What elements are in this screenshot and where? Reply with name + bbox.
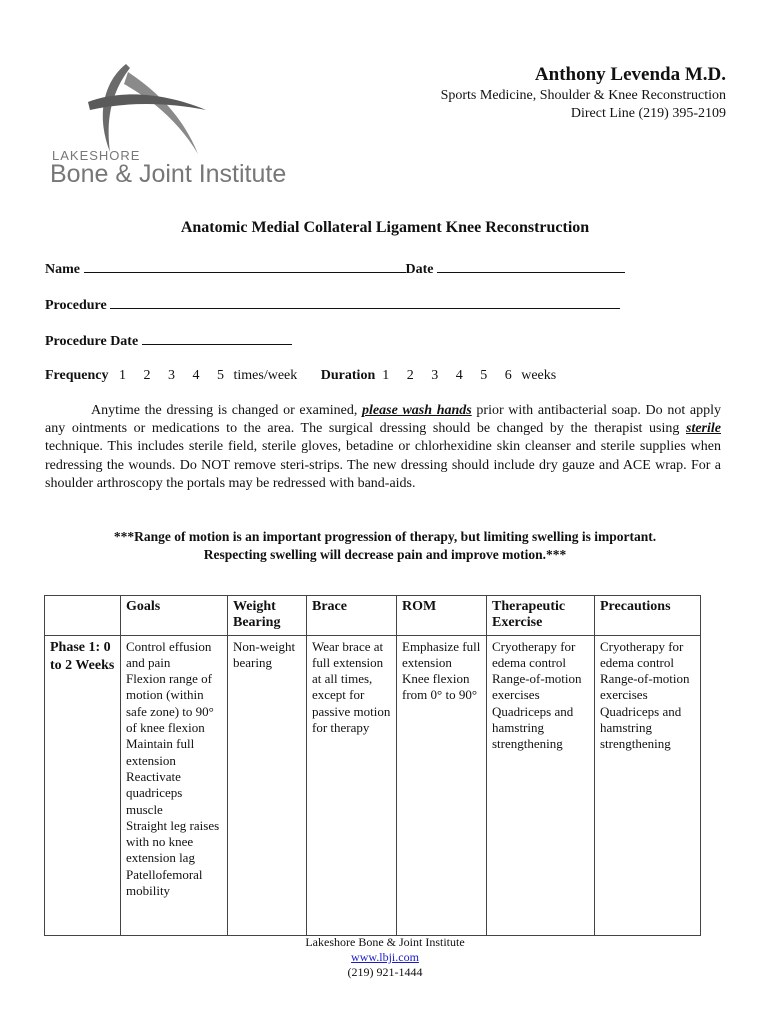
footer-website-link[interactable]: www.lbji.com [351,950,419,964]
table-header-precautions: Precautions [595,596,701,636]
logo-large-text: Bone & Joint Institute [50,160,287,188]
dressing-instructions [45,402,721,493]
instructions-text-1: Anytime the dressing is changed or examined, [91,403,363,418]
logo-swoosh-icon [88,62,208,157]
warning-line-2: Respecting swelling will decrease pain and improve motion.*** [203,547,567,562]
procedure-row [45,296,620,314]
name-label: Name [45,262,80,277]
weight-bearing-cell: Non-weight bearing [228,635,307,935]
procedure-date-field[interactable] [142,332,292,345]
goal-item: Flexion range of motion (within safe zone) to 90° of knee flexion [126,671,214,736]
doctor-name: Anthony Levenda M.D. [534,64,726,85]
brace-cell: Wear brace at full extension at all times, except for passive motion for therapy [307,635,397,935]
precautions-cell [595,635,701,935]
table-row [45,635,701,935]
footer-institute: Lakeshore Bone & Joint Institute [305,935,465,949]
frequency-option[interactable]: 1 [119,368,127,383]
duration-option[interactable]: 5 [480,368,488,383]
duration-unit: weeks [521,368,557,383]
instructions-text-3: technique. This includes sterile field, sterile gloves, betadine or chlorhexidine skin cleanser and sterile supplies when redressing the wounds. Do NOT remove steri-strips. The new dressing should include dry gauze and ACE wrap. For a shoulder arthroscopy the portals may be redressed with band-aids. [45,439,721,491]
duration-option[interactable]: 4 [455,368,463,383]
duration-option[interactable]: 3 [431,368,439,383]
duration-option[interactable]: 1 [382,368,390,383]
table-header-rom: ROM [397,596,487,636]
warning-line-1: ***Range of motion is an important progression of therapy, but limiting swelling is important. [113,529,657,544]
precaution-item: Range-of-motion exercises [600,671,690,703]
procedure-date-label: Procedure Date [45,334,139,349]
goal-item: Reactivate quadriceps muscle [126,768,183,817]
procedure-date-row [45,332,292,350]
rom-cell [397,635,487,935]
goal-item: Control effusion and pain [126,638,212,670]
instructions-text-2: prior with antibacterial soap. Do not apply any ointments or medications to the area. The surgical dressing should be changed by the therapist using [45,403,721,437]
exercise-item: Quadriceps and hamstring strengthening [492,703,574,752]
rehab-phase-table [44,595,701,936]
doctor-direct-line: Direct Line (219) 395-2109 [570,106,726,121]
phase-label: Phase 1: 0 to 2 Weeks [45,635,121,935]
goal-item: Patellofemoral mobility [126,866,203,899]
therapeutic-exercise-cell [487,635,595,935]
page-title: Anatomic Medial Collateral Ligament Knee Reconstruction [180,219,590,236]
duration-label: Duration [320,368,376,383]
table-header-brace: Brace [307,596,397,636]
frequency-option[interactable]: 2 [143,368,151,383]
procedure-label: Procedure [45,298,107,313]
date-label: Date [405,262,434,277]
date-field[interactable] [437,260,625,273]
instructions-emphasis-wash-hands: please wash hands [362,403,472,418]
goals-cell [121,635,228,935]
frequency-option[interactable]: 3 [168,368,176,383]
rom-item: Emphasize full extension [402,638,481,670]
procedure-field[interactable] [110,296,620,309]
rom-item: Knee flexion from 0° to 90° [402,671,478,703]
exercise-item: Range-of-motion exercises [492,671,582,703]
frequency-unit: times/week [233,368,298,383]
name-date-row [45,260,625,278]
table-header-goals: Goals [121,596,228,636]
range-of-motion-warning [0,528,770,564]
name-field[interactable] [84,260,406,273]
precaution-item: Cryotherapy for edema control [600,638,684,670]
footer-phone: (219) 921-1444 [347,965,423,979]
precaution-item: Quadriceps and hamstring strengthening [600,703,682,752]
goal-item: Straight leg raises with no knee extension lag [126,817,220,866]
frequency-row [45,368,556,384]
instructions-emphasis-sterile: sterile [686,421,721,437]
duration-option[interactable]: 6 [504,368,512,383]
table-header-phase [45,596,121,636]
goal-item: Maintain full extension [126,736,195,768]
table-header-therapeutic-exercise: Therapeutic Exercise [487,596,595,636]
institute-logo [48,62,338,192]
frequency-option[interactable]: 4 [192,368,200,383]
logo-small-text: LAKESHORE [52,148,141,163]
frequency-option[interactable]: 5 [217,368,225,383]
page-footer [0,935,770,980]
table-header-weight-bearing: Weight Bearing [228,596,307,636]
exercise-item: Cryotherapy for edema control [492,638,576,670]
frequency-label: Frequency [45,368,109,383]
table-header-row [45,596,701,636]
duration-option[interactable]: 2 [406,368,414,383]
doctor-specialty: Sports Medicine, Shoulder & Knee Reconstruction [440,88,726,103]
